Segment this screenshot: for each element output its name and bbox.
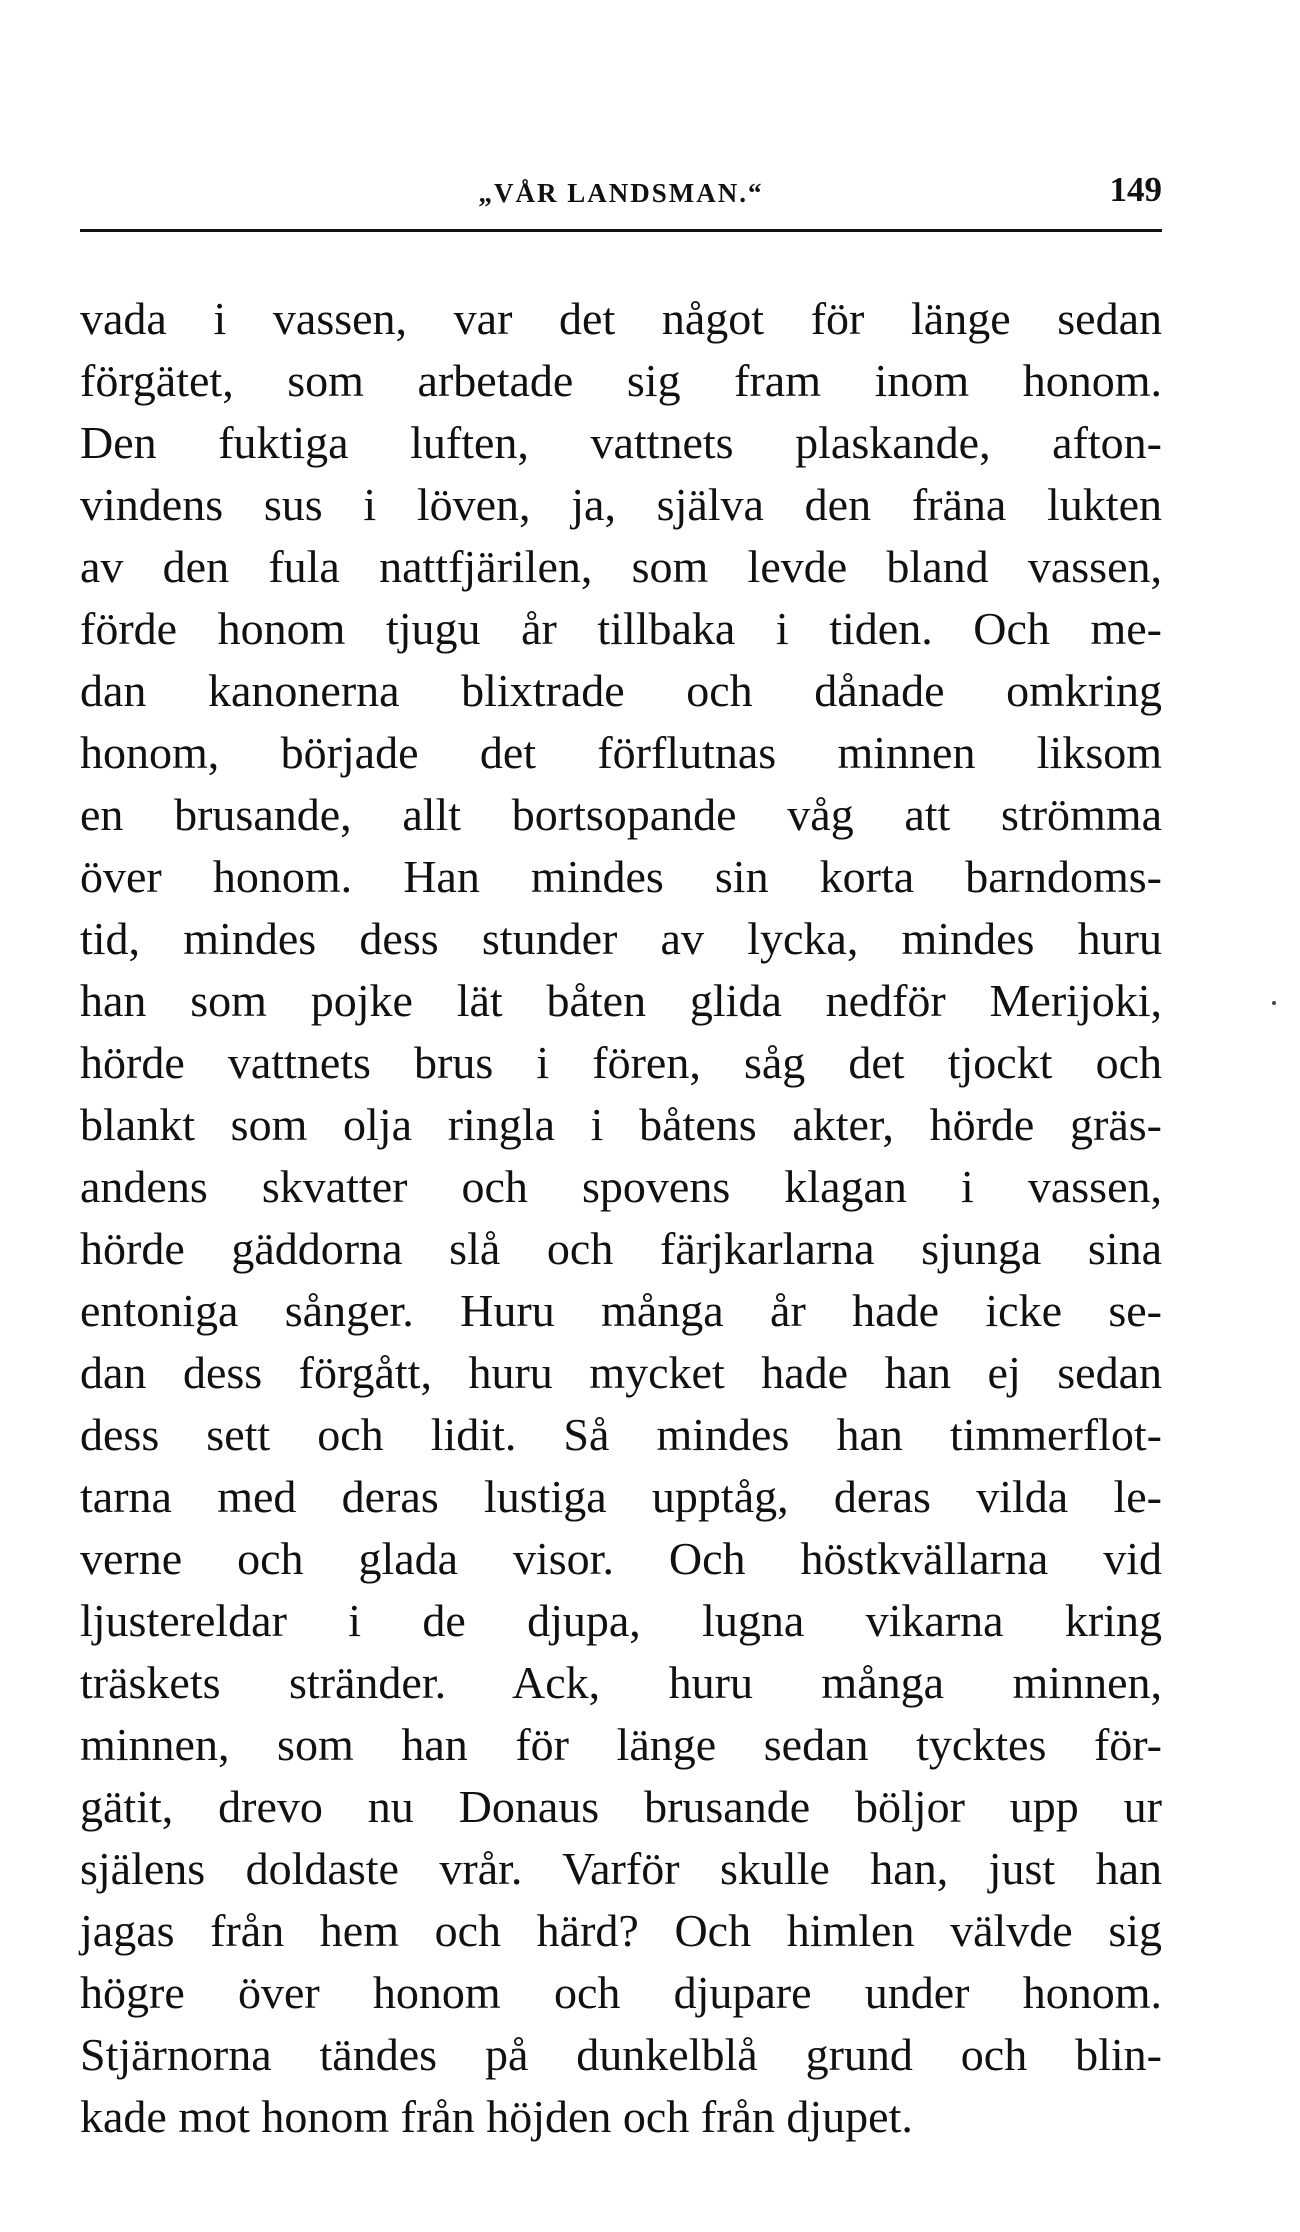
text-line: hörde vattnets brus i fören, såg det tjockt och xyxy=(80,1037,1162,1088)
ink-speck xyxy=(1272,1001,1276,1005)
text-line: en brusande, allt bortsopande våg att strömma xyxy=(80,789,1162,840)
text-line: tid, mindes dess stunder av lycka, mindes huru xyxy=(80,913,1162,964)
text-line: ljustereldar i de djupa, lugna vikarna kring xyxy=(80,1595,1162,1646)
text-line: av den fula nattfjärilen, som levde bland vassen, xyxy=(80,541,1162,592)
text-line: dan dess förgått, huru mycket hade han ej sedan xyxy=(80,1347,1162,1398)
text-line: kade mot honom från höjden och från djupet. xyxy=(80,2091,913,2142)
text-line: dess sett och lidit. Så mindes han timmerflot- xyxy=(80,1409,1162,1460)
body-text xyxy=(80,288,1162,2148)
running-header xyxy=(80,168,1162,218)
text-line: Den fuktiga luften, vattnets plaskande, afton- xyxy=(80,417,1162,468)
text-line: honom, började det förflutnas minnen liksom xyxy=(80,727,1162,778)
text-line: över honom. Han mindes sin korta barndoms- xyxy=(80,851,1162,902)
header-rule xyxy=(80,229,1162,232)
text-line: hörde gäddorna slå och färjkarlarna sjunga sina xyxy=(80,1223,1162,1274)
running-title: „VÅR LANDSMAN.“ xyxy=(478,178,764,208)
page-number: 149 xyxy=(1109,170,1162,209)
text-line: blankt som olja ringla i båtens akter, hörde gräs- xyxy=(80,1099,1162,1150)
text-line: träskets stränder. Ack, huru många minnen, xyxy=(80,1657,1162,1708)
text-line: själens doldaste vrår. Varför skulle han, just han xyxy=(80,1843,1162,1894)
text-line: minnen, som han för länge sedan tycktes för- xyxy=(80,1719,1162,1770)
text-line: förgätet, som arbetade sig fram inom honom. xyxy=(80,355,1162,406)
text-line: dan kanonerna blixtrade och dånade omkring xyxy=(80,665,1162,716)
text-line: Stjärnorna tändes på dunkelblå grund och blin- xyxy=(80,2029,1162,2080)
text-line: gätit, drevo nu Donaus brusande böljor upp ur xyxy=(80,1781,1162,1832)
text-line: tarna med deras lustiga upptåg, deras vilda le- xyxy=(80,1471,1162,1522)
text-line: högre över honom och djupare under honom. xyxy=(80,1967,1162,2018)
text-line: andens skvatter och spovens klagan i vassen, xyxy=(80,1161,1162,1212)
text-line: jagas från hem och härd? Och himlen välvde sig xyxy=(80,1905,1162,1956)
text-line: han som pojke lät båten glida nedför Merijoki, xyxy=(80,975,1162,1026)
text-line: förde honom tjugu år tillbaka i tiden. Och me- xyxy=(80,603,1162,654)
text-line: vada i vassen, var det något för länge sedan xyxy=(80,293,1162,344)
text-line: vindens sus i löven, ja, själva den fräna lukten xyxy=(80,479,1162,530)
text-line: verne och glada visor. Och höstkvällarna vid xyxy=(80,1533,1162,1584)
text-line: entoniga sånger. Huru många år hade icke se- xyxy=(80,1285,1162,1336)
